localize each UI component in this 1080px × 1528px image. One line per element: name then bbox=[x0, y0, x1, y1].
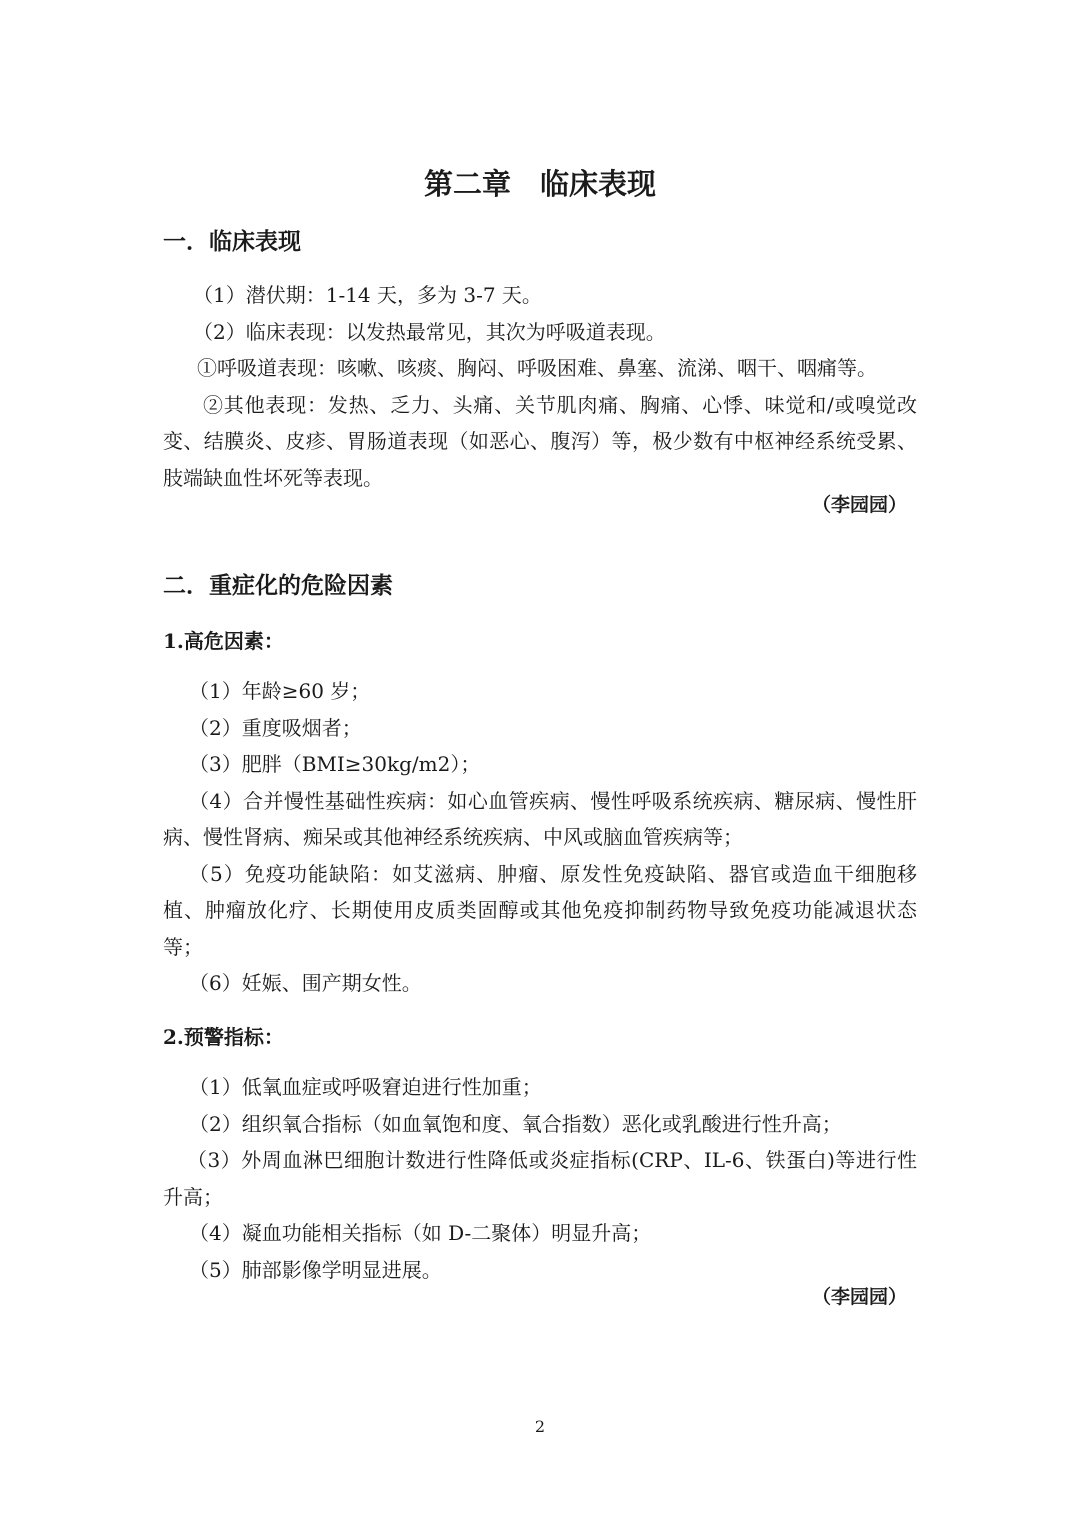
subheading-high-risk: 1.高危因素： bbox=[163, 629, 284, 653]
page-number: 2 bbox=[534, 1417, 546, 1436]
high-risk-list bbox=[163, 673, 917, 1002]
paragraph-respiratory: ①呼吸道表现：咳嗽、咳痰、胸闷、呼吸困难、鼻塞、流涕、咽干、咽痛等。 bbox=[197, 356, 877, 380]
paragraph-clinical-signs: （2）临床表现：以发热最常见，其次为呼吸道表现。 bbox=[193, 319, 666, 344]
list-item: （1）年龄≥60 岁； bbox=[189, 679, 371, 703]
section-heading-clinical-manifestations: 一．临床表现 bbox=[163, 229, 301, 255]
author-section2: （李园园） bbox=[811, 1286, 907, 1308]
chapter-title: 第二章 临床表现 bbox=[423, 167, 656, 201]
subheading-warning-indicators: 2.预警指标： bbox=[163, 1025, 284, 1049]
list-item: （3）外周血淋巴细胞计数进行性降低或炎症指标(CRP、IL-6、铁蛋白)等进行性升高； bbox=[163, 1148, 917, 1209]
clinical-manifestations-body bbox=[163, 277, 917, 496]
list-item: （4）凝血功能相关指标（如 D-二聚体）明显升高； bbox=[189, 1221, 652, 1245]
list-item: （5）肺部影像学明显进展。 bbox=[189, 1257, 442, 1282]
list-item: （2）组织氧合指标（如血氧饱和度、氧合指数）恶化或乳酸进行性升高； bbox=[189, 1111, 842, 1136]
list-item: （2）重度吸烟者； bbox=[189, 715, 362, 740]
author-section1: （李园园） bbox=[811, 494, 907, 516]
warning-indicators-list bbox=[163, 1069, 917, 1288]
section-heading-risk-factors: 二．重症化的危险因素 bbox=[163, 573, 393, 599]
list-item: （4）合并慢性基础性疾病：如心血管疾病、慢性呼吸系统疾病、糖尿病、慢性肝病、慢性肾病、痴呆或其他神经系统疾病、中风或脑血管疾病等； bbox=[163, 788, 917, 849]
list-item: （5）免疫功能缺陷：如艾滋病、肿瘤、原发性免疫缺陷、器官或造血干细胞移植、肿瘤放化疗、长期使用皮质类固醇或其他免疫抑制药物导致免疫功能减退状态等； bbox=[163, 861, 917, 959]
list-item: （6）妊娠、围产期女性。 bbox=[189, 971, 422, 995]
list-item: （3）肥胖（BMI≥30kg/m2）； bbox=[189, 752, 481, 776]
paragraph-other: ②其他表现：发热、乏力、头痛、关节肌肉痛、胸痛、心悸、味觉和/或嗅觉改变、结膜炎、皮疹、胃肠道表现（如恶心、腹泻）等，极少数有中枢神经系统受累、肢端缺血性坏死等表现。 bbox=[163, 392, 917, 490]
paragraph-incubation: （1）潜伏期：1-14 天，多为 3-7 天。 bbox=[193, 283, 542, 307]
list-item: （1）低氧血症或呼吸窘迫进行性加重； bbox=[189, 1075, 542, 1099]
